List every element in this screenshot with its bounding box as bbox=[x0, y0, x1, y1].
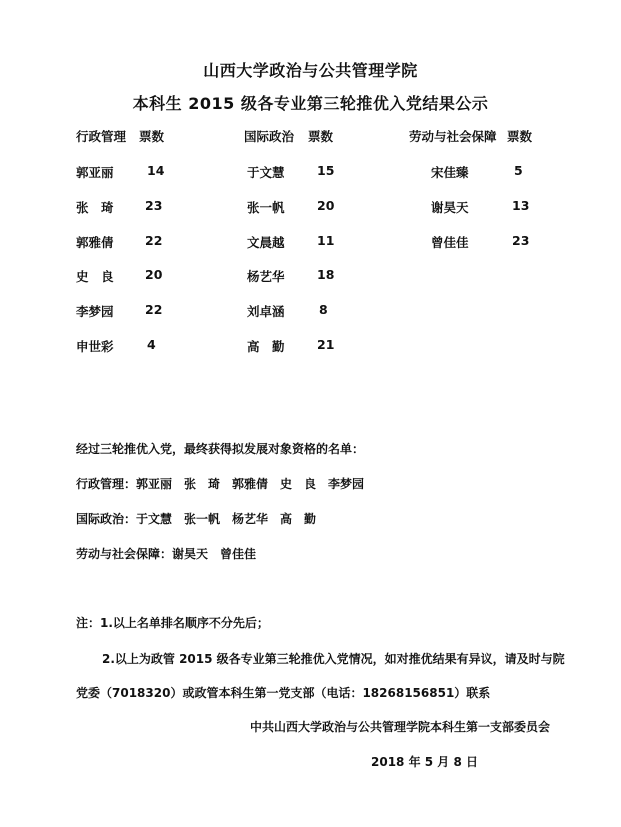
votes-heading-labor: 票数 bbox=[507, 129, 533, 144]
candidate-votes: 22 bbox=[145, 233, 163, 248]
candidate-name: 于文慧 bbox=[247, 165, 285, 180]
group-heading-intl: 国际政治 bbox=[244, 129, 295, 144]
result-line-intl: 国际政治：于文慧 张一帆 杨艺华 高 勤 bbox=[76, 512, 317, 526]
signature: 中共山西大学政治与公共管理学院本科生第一支部委员会 bbox=[250, 720, 551, 734]
candidate-votes: 22 bbox=[145, 302, 163, 317]
note-1: 注：1.以上名单排名顺序不分先后； bbox=[76, 616, 269, 630]
date: 2018 年 5 月 8 日 bbox=[371, 755, 478, 769]
candidate-votes: 20 bbox=[317, 198, 335, 213]
candidate-votes: 20 bbox=[145, 267, 163, 282]
document-title: 山西大学政治与公共管理学院 bbox=[203, 61, 418, 80]
group-heading-admin: 行政管理 bbox=[76, 129, 127, 144]
candidate-votes: 14 bbox=[147, 163, 165, 178]
candidate-votes: 15 bbox=[317, 163, 335, 178]
candidate-name: 郭亚丽 bbox=[76, 165, 114, 180]
result-line-labor: 劳动与社会保障：谢昊天 曾佳佳 bbox=[76, 547, 257, 561]
candidate-name: 谢昊天 bbox=[431, 200, 469, 215]
candidate-votes: 18 bbox=[317, 267, 335, 282]
candidate-name: 曾佳佳 bbox=[431, 235, 469, 250]
group-heading-labor: 劳动与社会保障 bbox=[409, 129, 497, 144]
candidate-votes: 11 bbox=[317, 233, 335, 248]
candidate-votes: 13 bbox=[512, 198, 530, 213]
candidate-name: 申世彩 bbox=[76, 339, 114, 354]
note-3: 党委（7018320）或政管本科生第一党支部（电话：18268156851）联系 bbox=[76, 686, 491, 700]
result-line-admin: 行政管理：郭亚丽 张 琦 郭雅倩 史 良 李梦园 bbox=[76, 477, 365, 491]
candidate-votes: 21 bbox=[317, 337, 335, 352]
candidate-votes: 23 bbox=[145, 198, 163, 213]
candidate-name: 史 良 bbox=[76, 269, 114, 284]
candidate-name: 文晨越 bbox=[247, 235, 285, 250]
candidate-name: 李梦园 bbox=[76, 304, 114, 319]
candidate-name: 宋佳臻 bbox=[431, 165, 469, 180]
note-2: 2.以上为政管 2015 级各专业第三轮推优入党情况，如对推优结果有异议，请及时与院 bbox=[102, 652, 565, 666]
candidate-name: 郭雅倩 bbox=[76, 235, 114, 250]
candidate-votes: 23 bbox=[512, 233, 530, 248]
result-intro: 经过三轮推优入党，最终获得拟发展对象资格的名单： bbox=[76, 442, 365, 456]
candidate-votes: 5 bbox=[514, 163, 523, 178]
candidate-name: 刘卓涵 bbox=[247, 304, 285, 319]
candidate-name: 张一帆 bbox=[247, 200, 285, 215]
candidate-votes: 4 bbox=[147, 337, 156, 352]
votes-heading-admin: 票数 bbox=[139, 129, 165, 144]
candidate-name: 张 琦 bbox=[76, 200, 114, 215]
document-subtitle: 本科生 2015 级各专业第三轮推优入党结果公示 bbox=[132, 94, 489, 113]
votes-heading-intl: 票数 bbox=[308, 129, 334, 144]
candidate-name: 杨艺华 bbox=[247, 269, 285, 284]
candidate-name: 高 勤 bbox=[247, 339, 285, 354]
candidate-votes: 8 bbox=[319, 302, 328, 317]
